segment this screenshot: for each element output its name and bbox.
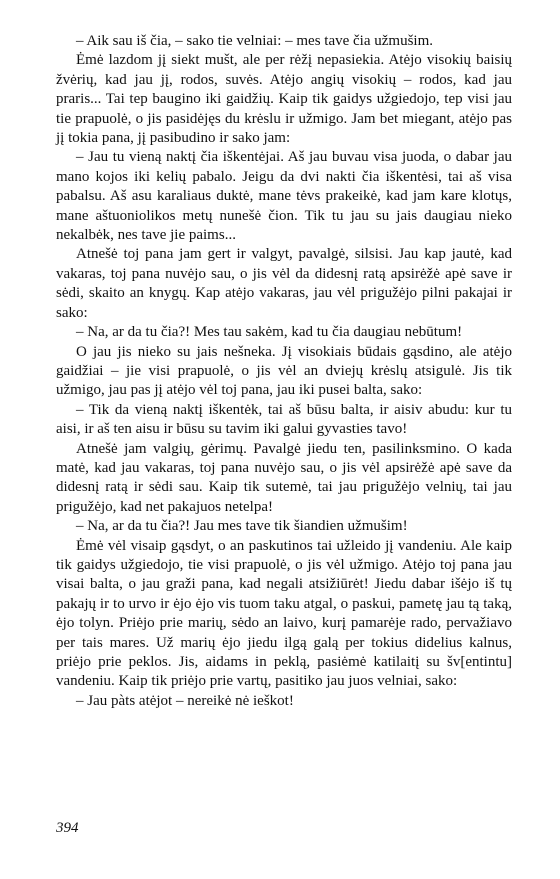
- paragraph: O jau jis nieko su jais nešneka. Jį visokiais būdais gąsdino, ale atėjo gaidžiai – jie visi prapuolė, o jis vėl an dviejų krėslų atsigulė. Jis tik užmigo, jau pas jį atėjo vėl toj pana, jau iki pusei balta, sako:: [56, 343, 512, 399]
- paragraph: – Jau tu vieną naktį čia iškentėjai. Aš jau buvau visa juoda, o dabar jau mano kojos iki kelių pabalo. Jeigu da dvi nakti čia iškentėsi, tai aš visa pabalsu. Aš asu karaliaus duktė, mane tėvs prakeikė, kad jam kare klotųs, mane aštuoniolikos metų nunešė čion. Tik tu jau su jais daugiau nieko nekalbėk, nes tave jie paims...: [56, 149, 512, 244]
- paragraph: Atnešė jam valgių, gėrimų. Pavalgė jiedu ten, pasilinksmino. O kada matė, kad jau vakaras, toj pana nuvėjo sau, o jis vėl apsirėžė apė save da didesnį ratą ir sėdi sau. Kaip tik sutemė, tai jau prigužėjo velnių, tai jau prigužėjo, kad net pakajuos netelpa!: [56, 440, 512, 515]
- page-number: 394: [56, 820, 79, 836]
- page-text: [56, 32, 512, 711]
- paragraph: – Jau pàts atėjot – nereikė nė ieškot!: [76, 692, 294, 709]
- paragraph: – Tik da vieną naktį iškentėk, tai aš būsu balta, ir aisiv abudu: kur tu aisi, ir aš ten aisu ir būsu su tavim iki galui gyvasties tavo!: [56, 401, 512, 438]
- paragraph: Atnešė toj pana jam gert ir valgyt, pavalgė, silsisi. Jau kap jautė, kad vakaras, toj pana nuvėjo sau, o jis vėl da didesnį ratą apsirėžė apė save ir sėdi, skaito an knygų. Kap atėjo vakaras, jau vėl prigužėjo pilni pakajai ir sako:: [56, 246, 512, 321]
- paragraph: – Na, ar da tu čia?! Jau mes tave tik šiandien užmušim!: [76, 518, 408, 535]
- paragraph: Ėmė lazdom jį siekt mušt, ale per rėžį nepasiekia. Atėjo visokių baisių žvėrių, kad jau jį, rodos, suvės. Atėjo angių visokių – rodos, kad jau praris... Tai tep baugino iki gaidžių. Kaip tik gaidys užgiedojo, tep visi jau tie prapuolė, o jis pasidėjęs du krėslu ir užmigo. Jam bet miegant, atėjo pas jį tokia pana, jį pasibudino ir sako jam:: [56, 52, 512, 147]
- paragraph: Ėmė vėl visaip gąsdyt, o an paskutinos tai užleido jį vandeniu. Ale kaip tik gaidys užgiedojo, tie visi prapuolė, o jis vėl užmigo. Atėjo toj pana jau visai balta, o jau graži pana, kad negali atsižiūrėt! Jiedu dabar išėjo iš tų pakajų ir to urvo ir ėjo ėjo vis tuom taku atgal, o paskui, pametę jau tą taką, ėjo tolyn. Priėjo prie marių, sėdo an laivo, kurį pamarėje rado, pervažiavo per tais mares. Už marių ėjo jiedu ilgą galą per tokius didelius kalnus, priėjo prie peklos. Jis, aidams in peklą, pasiėmė katilaitį su šv[entintu] vandeniu. Kaip tik priėjo prie vartų, pasitiko jau juos velniai, sako:: [56, 537, 512, 690]
- paragraph: – Na, ar da tu čia?! Mes tau sakėm, kad tu čia daugiau nebūtum!: [76, 324, 463, 341]
- paragraph: – Aik sau iš čia, – sako tie velniai: – mes tave čia užmušim.: [76, 33, 434, 49]
